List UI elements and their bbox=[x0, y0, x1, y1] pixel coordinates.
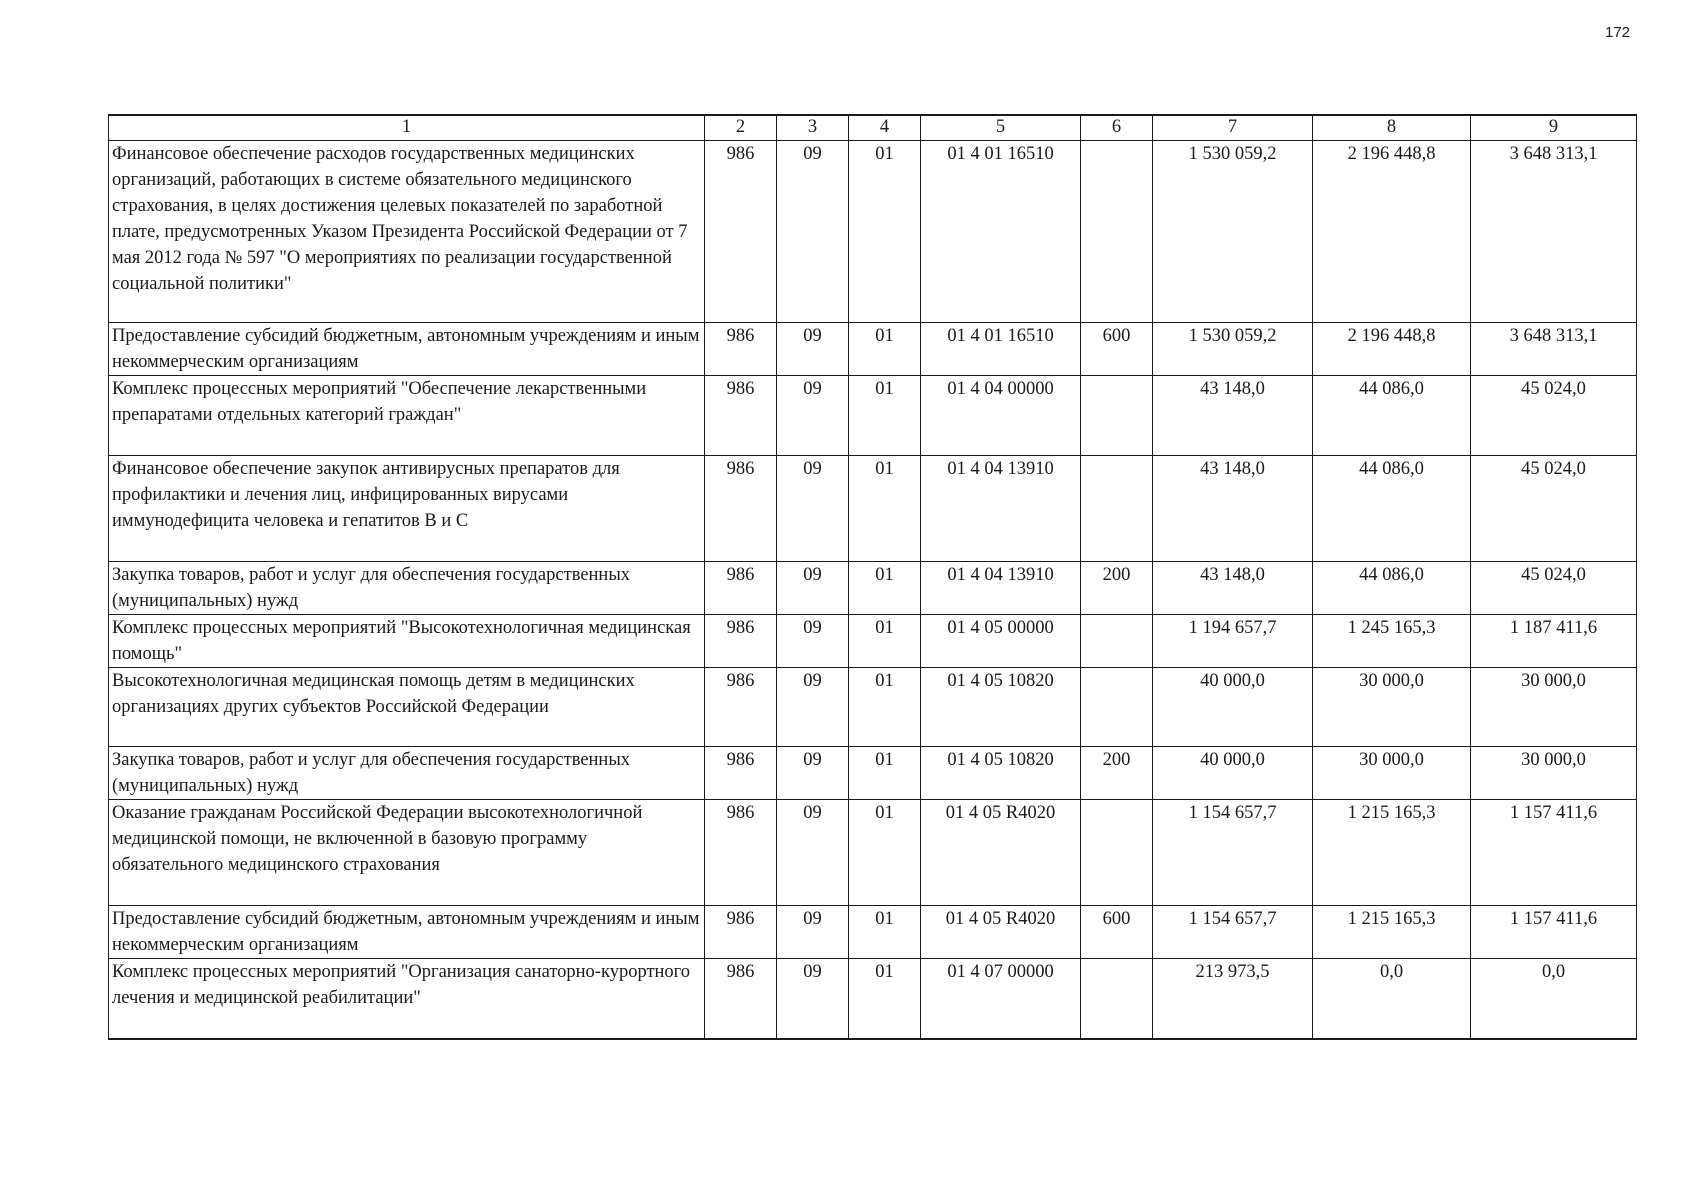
amount-year-1: 43 148,0 bbox=[1153, 562, 1313, 615]
subsection-code: 01 bbox=[849, 747, 921, 800]
ministry-code: 986 bbox=[705, 456, 777, 562]
amount-year-1: 1 530 059,2 bbox=[1153, 141, 1313, 323]
target-article-code: 01 4 05 00000 bbox=[921, 615, 1081, 668]
section-code: 09 bbox=[777, 456, 849, 562]
section-code: 09 bbox=[777, 376, 849, 456]
subsection-code: 01 bbox=[849, 141, 921, 323]
section-code: 09 bbox=[777, 141, 849, 323]
ministry-code: 986 bbox=[705, 959, 777, 1039]
amount-year-2: 2 196 448,8 bbox=[1313, 323, 1471, 376]
amount-year-2: 1 245 165,3 bbox=[1313, 615, 1471, 668]
expense-type-code: 600 bbox=[1081, 906, 1153, 959]
amount-year-2: 1 215 165,3 bbox=[1313, 800, 1471, 906]
target-article-code: 01 4 07 00000 bbox=[921, 959, 1081, 1039]
subsection-code: 01 bbox=[849, 959, 921, 1039]
subsection-code: 01 bbox=[849, 668, 921, 747]
row-name: Закупка товаров, работ и услуг для обеспечения государственных (муниципальных) нужд bbox=[109, 747, 705, 800]
amount-year-2: 30 000,0 bbox=[1313, 668, 1471, 747]
section-code: 09 bbox=[777, 668, 849, 747]
row-name: Высокотехнологичная медицинская помощь детям в медицинских организациях других субъектов Российской Федерации bbox=[109, 668, 705, 747]
expense-type-code bbox=[1081, 668, 1153, 747]
expense-type-code bbox=[1081, 376, 1153, 456]
section-code: 09 bbox=[777, 800, 849, 906]
ministry-code: 986 bbox=[705, 800, 777, 906]
column-header: 8 bbox=[1313, 115, 1471, 141]
amount-year-2: 44 086,0 bbox=[1313, 562, 1471, 615]
amount-year-3: 0,0 bbox=[1471, 959, 1637, 1039]
amount-year-1: 40 000,0 bbox=[1153, 747, 1313, 800]
amount-year-1: 213 973,5 bbox=[1153, 959, 1313, 1039]
row-name: Закупка товаров, работ и услуг для обеспечения государственных (муниципальных) нужд bbox=[109, 562, 705, 615]
section-code: 09 bbox=[777, 906, 849, 959]
column-header: 5 bbox=[921, 115, 1081, 141]
expense-type-code bbox=[1081, 141, 1153, 323]
ministry-code: 986 bbox=[705, 668, 777, 747]
ministry-code: 986 bbox=[705, 323, 777, 376]
target-article-code: 01 4 04 13910 bbox=[921, 562, 1081, 615]
expense-type-code bbox=[1081, 800, 1153, 906]
target-article-code: 01 4 05 R4020 bbox=[921, 800, 1081, 906]
amount-year-3: 45 024,0 bbox=[1471, 456, 1637, 562]
table-row bbox=[109, 323, 1637, 376]
amount-year-1: 1 194 657,7 bbox=[1153, 615, 1313, 668]
amount-year-1: 43 148,0 bbox=[1153, 376, 1313, 456]
row-name: Комплекс процессных мероприятий "Высокотехнологичная медицинская помощь" bbox=[109, 615, 705, 668]
table-row bbox=[109, 615, 1637, 668]
row-name: Финансовое обеспечение закупок антивирусных препаратов для профилактики и лечения лиц, инфицированных вирусами иммунодефицита человека и гепатитов B и C bbox=[109, 456, 705, 562]
row-name: Комплекс процессных мероприятий "Организация санаторно-курортного лечения и медицинской реабилитации" bbox=[109, 959, 705, 1039]
amount-year-3: 1 157 411,6 bbox=[1471, 800, 1637, 906]
amount-year-1: 1 530 059,2 bbox=[1153, 323, 1313, 376]
row-name: Финансовое обеспечение расходов государственных медицинских организаций, работающих в системе обязательного медицинского страхования, в целях достижения целевых показателей по заработной плате, предусмотренных Указом Президента Российской Федерации от 7 мая 2012 года № 597 "О мероприятиях по реализации государственной социальной политики" bbox=[109, 141, 705, 323]
ministry-code: 986 bbox=[705, 615, 777, 668]
amount-year-3: 45 024,0 bbox=[1471, 376, 1637, 456]
section-code: 09 bbox=[777, 562, 849, 615]
page-number: 172 bbox=[1605, 24, 1631, 41]
expense-type-code: 200 bbox=[1081, 562, 1153, 615]
expense-type-code bbox=[1081, 959, 1153, 1039]
table-row bbox=[109, 747, 1637, 800]
table-row bbox=[109, 376, 1637, 456]
subsection-code: 01 bbox=[849, 800, 921, 906]
row-name: Предоставление субсидий бюджетным, автономным учреждениям и иным некоммерческим организациям bbox=[109, 323, 705, 376]
expense-type-code: 200 bbox=[1081, 747, 1153, 800]
expense-type-code bbox=[1081, 615, 1153, 668]
amount-year-3: 45 024,0 bbox=[1471, 562, 1637, 615]
subsection-code: 01 bbox=[849, 906, 921, 959]
target-article-code: 01 4 01 16510 bbox=[921, 141, 1081, 323]
amount-year-2: 0,0 bbox=[1313, 959, 1471, 1039]
column-header: 4 bbox=[849, 115, 921, 141]
amount-year-1: 1 154 657,7 bbox=[1153, 906, 1313, 959]
subsection-code: 01 bbox=[849, 323, 921, 376]
amount-year-1: 1 154 657,7 bbox=[1153, 800, 1313, 906]
table-row bbox=[109, 562, 1637, 615]
column-header: 3 bbox=[777, 115, 849, 141]
table-row bbox=[109, 800, 1637, 906]
column-header: 7 bbox=[1153, 115, 1313, 141]
expense-type-code: 600 bbox=[1081, 323, 1153, 376]
column-header: 2 bbox=[705, 115, 777, 141]
amount-year-3: 1 157 411,6 bbox=[1471, 906, 1637, 959]
subsection-code: 01 bbox=[849, 456, 921, 562]
amount-year-3: 30 000,0 bbox=[1471, 747, 1637, 800]
table-row bbox=[109, 959, 1637, 1039]
section-code: 09 bbox=[777, 615, 849, 668]
target-article-code: 01 4 05 10820 bbox=[921, 747, 1081, 800]
ministry-code: 986 bbox=[705, 562, 777, 615]
target-article-code: 01 4 04 13910 bbox=[921, 456, 1081, 562]
section-code: 09 bbox=[777, 323, 849, 376]
amount-year-3: 3 648 313,1 bbox=[1471, 141, 1637, 323]
section-code: 09 bbox=[777, 959, 849, 1039]
amount-year-3: 30 000,0 bbox=[1471, 668, 1637, 747]
amount-year-2: 1 215 165,3 bbox=[1313, 906, 1471, 959]
table-header-row bbox=[109, 115, 1637, 141]
subsection-code: 01 bbox=[849, 376, 921, 456]
table-row bbox=[109, 141, 1637, 323]
column-header: 6 bbox=[1081, 115, 1153, 141]
amount-year-2: 44 086,0 bbox=[1313, 376, 1471, 456]
target-article-code: 01 4 05 10820 bbox=[921, 668, 1081, 747]
amount-year-2: 44 086,0 bbox=[1313, 456, 1471, 562]
amount-year-1: 43 148,0 bbox=[1153, 456, 1313, 562]
ministry-code: 986 bbox=[705, 747, 777, 800]
subsection-code: 01 bbox=[849, 615, 921, 668]
amount-year-1: 40 000,0 bbox=[1153, 668, 1313, 747]
subsection-code: 01 bbox=[849, 562, 921, 615]
column-header: 9 bbox=[1471, 115, 1637, 141]
amount-year-2: 30 000,0 bbox=[1313, 747, 1471, 800]
row-name: Оказание гражданам Российской Федерации высокотехнологичной медицинской помощи, не включенной в базовую программу обязательного медицинского страхования bbox=[109, 800, 705, 906]
target-article-code: 01 4 01 16510 bbox=[921, 323, 1081, 376]
table-row bbox=[109, 906, 1637, 959]
ministry-code: 986 bbox=[705, 906, 777, 959]
ministry-code: 986 bbox=[705, 376, 777, 456]
row-name: Предоставление субсидий бюджетным, автономным учреждениям и иным некоммерческим организациям bbox=[109, 906, 705, 959]
column-header: 1 bbox=[109, 115, 705, 141]
target-article-code: 01 4 05 R4020 bbox=[921, 906, 1081, 959]
expense-type-code bbox=[1081, 456, 1153, 562]
amount-year-3: 1 187 411,6 bbox=[1471, 615, 1637, 668]
target-article-code: 01 4 04 00000 bbox=[921, 376, 1081, 456]
ministry-code: 986 bbox=[705, 141, 777, 323]
amount-year-2: 2 196 448,8 bbox=[1313, 141, 1471, 323]
table-row bbox=[109, 456, 1637, 562]
table-row bbox=[109, 668, 1637, 747]
section-code: 09 bbox=[777, 747, 849, 800]
budget-table bbox=[108, 114, 1637, 1040]
row-name: Комплекс процессных мероприятий "Обеспечение лекарственными препаратами отдельных категорий граждан" bbox=[109, 376, 705, 456]
amount-year-3: 3 648 313,1 bbox=[1471, 323, 1637, 376]
